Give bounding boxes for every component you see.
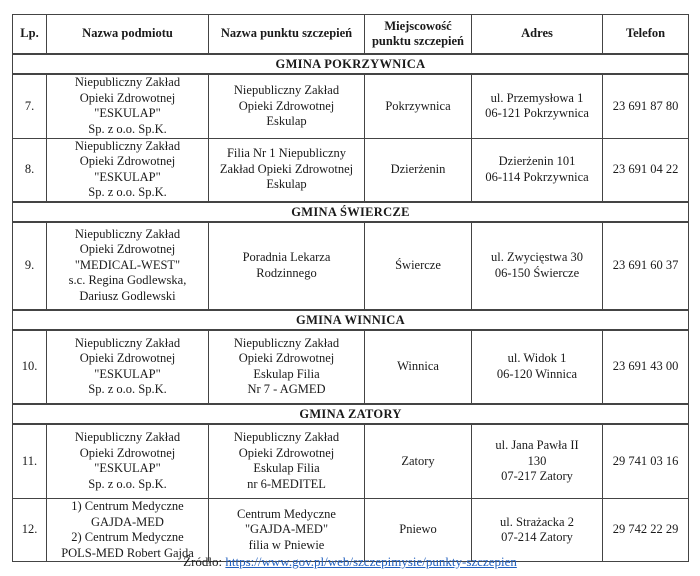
- cell-locality: Zatory: [365, 424, 472, 499]
- cell-entity-line: Niepubliczny Zakład: [74, 138, 181, 153]
- cell-point-line: Eskulap: [266, 114, 307, 128]
- cell-point-line: Opieki Zdrowotnej: [238, 351, 335, 365]
- cell-address: [472, 499, 603, 562]
- cell-phone: 23 691 04 22: [603, 138, 689, 202]
- cell-address: [472, 222, 603, 310]
- cell-entity-line: "MEDICAL-WEST": [74, 257, 181, 272]
- group-title: GMINA ŚWIERCZE: [13, 202, 689, 222]
- cell-address-line: 06-150 Świercze: [494, 265, 580, 280]
- cell-entity: [47, 74, 209, 138]
- cell-point: [209, 74, 365, 138]
- table-row: [13, 499, 689, 562]
- cell-lp: 10.: [13, 330, 47, 404]
- cell-address: [472, 138, 603, 202]
- table-body: [13, 54, 689, 562]
- cell-lp: 7.: [13, 74, 47, 138]
- cell-entity-line: Niepubliczny Zakład: [74, 226, 181, 241]
- header-locality: [365, 15, 472, 55]
- table-row: [13, 424, 689, 499]
- vaccination-points-table: [12, 14, 689, 562]
- group-row: [13, 54, 689, 74]
- cell-point: [209, 499, 365, 562]
- cell-point-line: Eskulap Filia: [253, 461, 320, 476]
- cell-entity-line: 2) Centrum Medyczne: [71, 530, 184, 544]
- cell-locality: Pniewo: [365, 499, 472, 562]
- group-row: [13, 404, 689, 424]
- cell-entity-line: Sp. z o.o. Sp.K.: [88, 382, 167, 396]
- cell-address-line: 130: [527, 453, 547, 468]
- header-locality-line: punktu szczepień: [371, 34, 465, 48]
- header-row: [13, 15, 689, 55]
- cell-entity-line: Sp. z o.o. Sp.K.: [88, 476, 167, 491]
- cell-address-line: 06-121 Pokrzywnica: [485, 106, 589, 121]
- table-row: [13, 330, 689, 404]
- cell-point-line: Nr 7 - AGMED: [247, 382, 326, 396]
- cell-point-line: Rodzinnego: [256, 265, 317, 280]
- table-row: [13, 74, 689, 138]
- header-entity: Nazwa podmiotu: [47, 15, 209, 55]
- cell-entity-line: Opieki Zdrowotnej: [79, 351, 176, 365]
- cell-address-line: 06-114 Pokrzywnica: [485, 169, 589, 184]
- cell-address-line: ul. Zwycięstwa 30: [491, 250, 583, 264]
- cell-point-line: Eskulap Filia: [253, 366, 320, 381]
- cell-entity: [47, 222, 209, 310]
- cell-point-line: Filia Nr 1 Niepubliczny: [226, 146, 347, 161]
- cell-address-line: Dzierżenin 101: [498, 154, 576, 168]
- cell-address-line: ul. Przemysłowa 1: [490, 90, 584, 105]
- cell-entity-line: "ESKULAP": [94, 461, 161, 476]
- cell-entity-line: s.c. Regina Godlewska,: [68, 273, 187, 288]
- cell-entity: [47, 138, 209, 202]
- cell-address-line: ul. Jana Pawła II: [495, 438, 579, 452]
- cell-point-line: "GAJDA-MED": [244, 522, 329, 537]
- cell-locality: Dzierżenin: [365, 138, 472, 202]
- cell-entity-line: Sp. z o.o. Sp.K.: [88, 121, 167, 136]
- cell-entity-line: Niepubliczny Zakład: [74, 335, 181, 350]
- header-lp: Lp.: [13, 15, 47, 55]
- cell-phone: 23 691 60 37: [603, 222, 689, 310]
- cell-address-line: ul. Widok 1: [507, 351, 567, 365]
- cell-address-line: ul. Strażacka 2: [500, 514, 574, 529]
- source-link[interactable]: https://www.gov.pl/web/szczepimysie/punkty-szczepien: [225, 554, 517, 569]
- header-address: Adres: [472, 15, 603, 55]
- cell-lp: 8.: [13, 138, 47, 202]
- cell-locality: Winnica: [365, 330, 472, 404]
- source-label: Źródło:: [183, 554, 223, 569]
- group-title: GMINA POKRZYWNICA: [13, 54, 689, 74]
- cell-entity-line: POLS-MED Robert Gajda: [61, 545, 194, 560]
- cell-address-line: 06-120 Winnica: [496, 366, 578, 381]
- group-title: GMINA WINNICA: [13, 310, 689, 330]
- cell-entity-line: Dariusz Godlewski: [79, 288, 176, 303]
- cell-phone: 29 742 22 29: [603, 499, 689, 562]
- source-note: [0, 554, 700, 570]
- cell-point-line: nr 6-MEDITEL: [247, 476, 326, 491]
- cell-entity: [47, 330, 209, 404]
- cell-lp: 12.: [13, 499, 47, 562]
- table-row: [13, 138, 689, 202]
- cell-point-line: Opieki Zdrowotnej: [238, 445, 335, 460]
- cell-entity-line: Opieki Zdrowotnej: [79, 90, 176, 105]
- cell-entity-line: "ESKULAP": [94, 366, 161, 381]
- cell-point: [209, 222, 365, 310]
- group-row: [13, 202, 689, 222]
- cell-address: [472, 330, 603, 404]
- cell-entity-line: GAJDA-MED: [91, 514, 164, 529]
- cell-entity-line: Opieki Zdrowotnej: [79, 154, 176, 168]
- cell-locality: Pokrzywnica: [365, 74, 472, 138]
- cell-entity-line: Niepubliczny Zakład: [74, 75, 181, 90]
- cell-point-line: Centrum Medyczne: [237, 506, 336, 521]
- cell-entity: [47, 499, 209, 562]
- cell-point-line: filia w Pniewie: [248, 537, 325, 552]
- cell-phone: 23 691 43 00: [603, 330, 689, 404]
- cell-phone: 23 691 87 80: [603, 74, 689, 138]
- cell-entity-line: "ESKULAP": [94, 169, 161, 184]
- cell-locality: Świercze: [365, 222, 472, 310]
- cell-point: [209, 138, 365, 202]
- header-point: Nazwa punktu szczepień: [209, 15, 365, 55]
- cell-point: [209, 424, 365, 499]
- cell-phone: 29 741 03 16: [603, 424, 689, 499]
- cell-point-line: Poradnia Lekarza: [242, 250, 331, 264]
- cell-point-line: Zakład Opieki Zdrowotnej: [219, 161, 354, 176]
- cell-entity-line: Sp. z o.o. Sp.K.: [88, 185, 167, 199]
- cell-address-line: 07-214 Zatory: [501, 530, 573, 544]
- group-title: GMINA ZATORY: [13, 404, 689, 424]
- cell-lp: 9.: [13, 222, 47, 310]
- cell-point-line: Niepubliczny Zakład: [233, 335, 340, 350]
- cell-entity-line: Opieki Zdrowotnej: [79, 242, 176, 257]
- cell-entity: [47, 424, 209, 499]
- header-locality-line: Miejscowość: [384, 18, 452, 33]
- cell-entity-line: "ESKULAP": [94, 106, 161, 121]
- cell-entity-line: Niepubliczny Zakład: [74, 430, 181, 445]
- cell-point-line: Niepubliczny Zakład: [233, 430, 340, 445]
- header-phone: Telefon: [603, 15, 689, 55]
- cell-entity-line: 1) Centrum Medyczne: [71, 499, 184, 513]
- cell-point-line: Eskulap: [266, 177, 307, 192]
- table-row: [13, 222, 689, 310]
- cell-address: [472, 424, 603, 499]
- cell-lp: 11.: [13, 424, 47, 499]
- cell-address-line: 07-217 Zatory: [501, 469, 573, 483]
- cell-point-line: Niepubliczny Zakład: [233, 83, 340, 97]
- cell-address: [472, 74, 603, 138]
- cell-point: [209, 330, 365, 404]
- group-row: [13, 310, 689, 330]
- cell-entity-line: Opieki Zdrowotnej: [79, 445, 176, 460]
- cell-point-line: Opieki Zdrowotnej: [238, 98, 335, 113]
